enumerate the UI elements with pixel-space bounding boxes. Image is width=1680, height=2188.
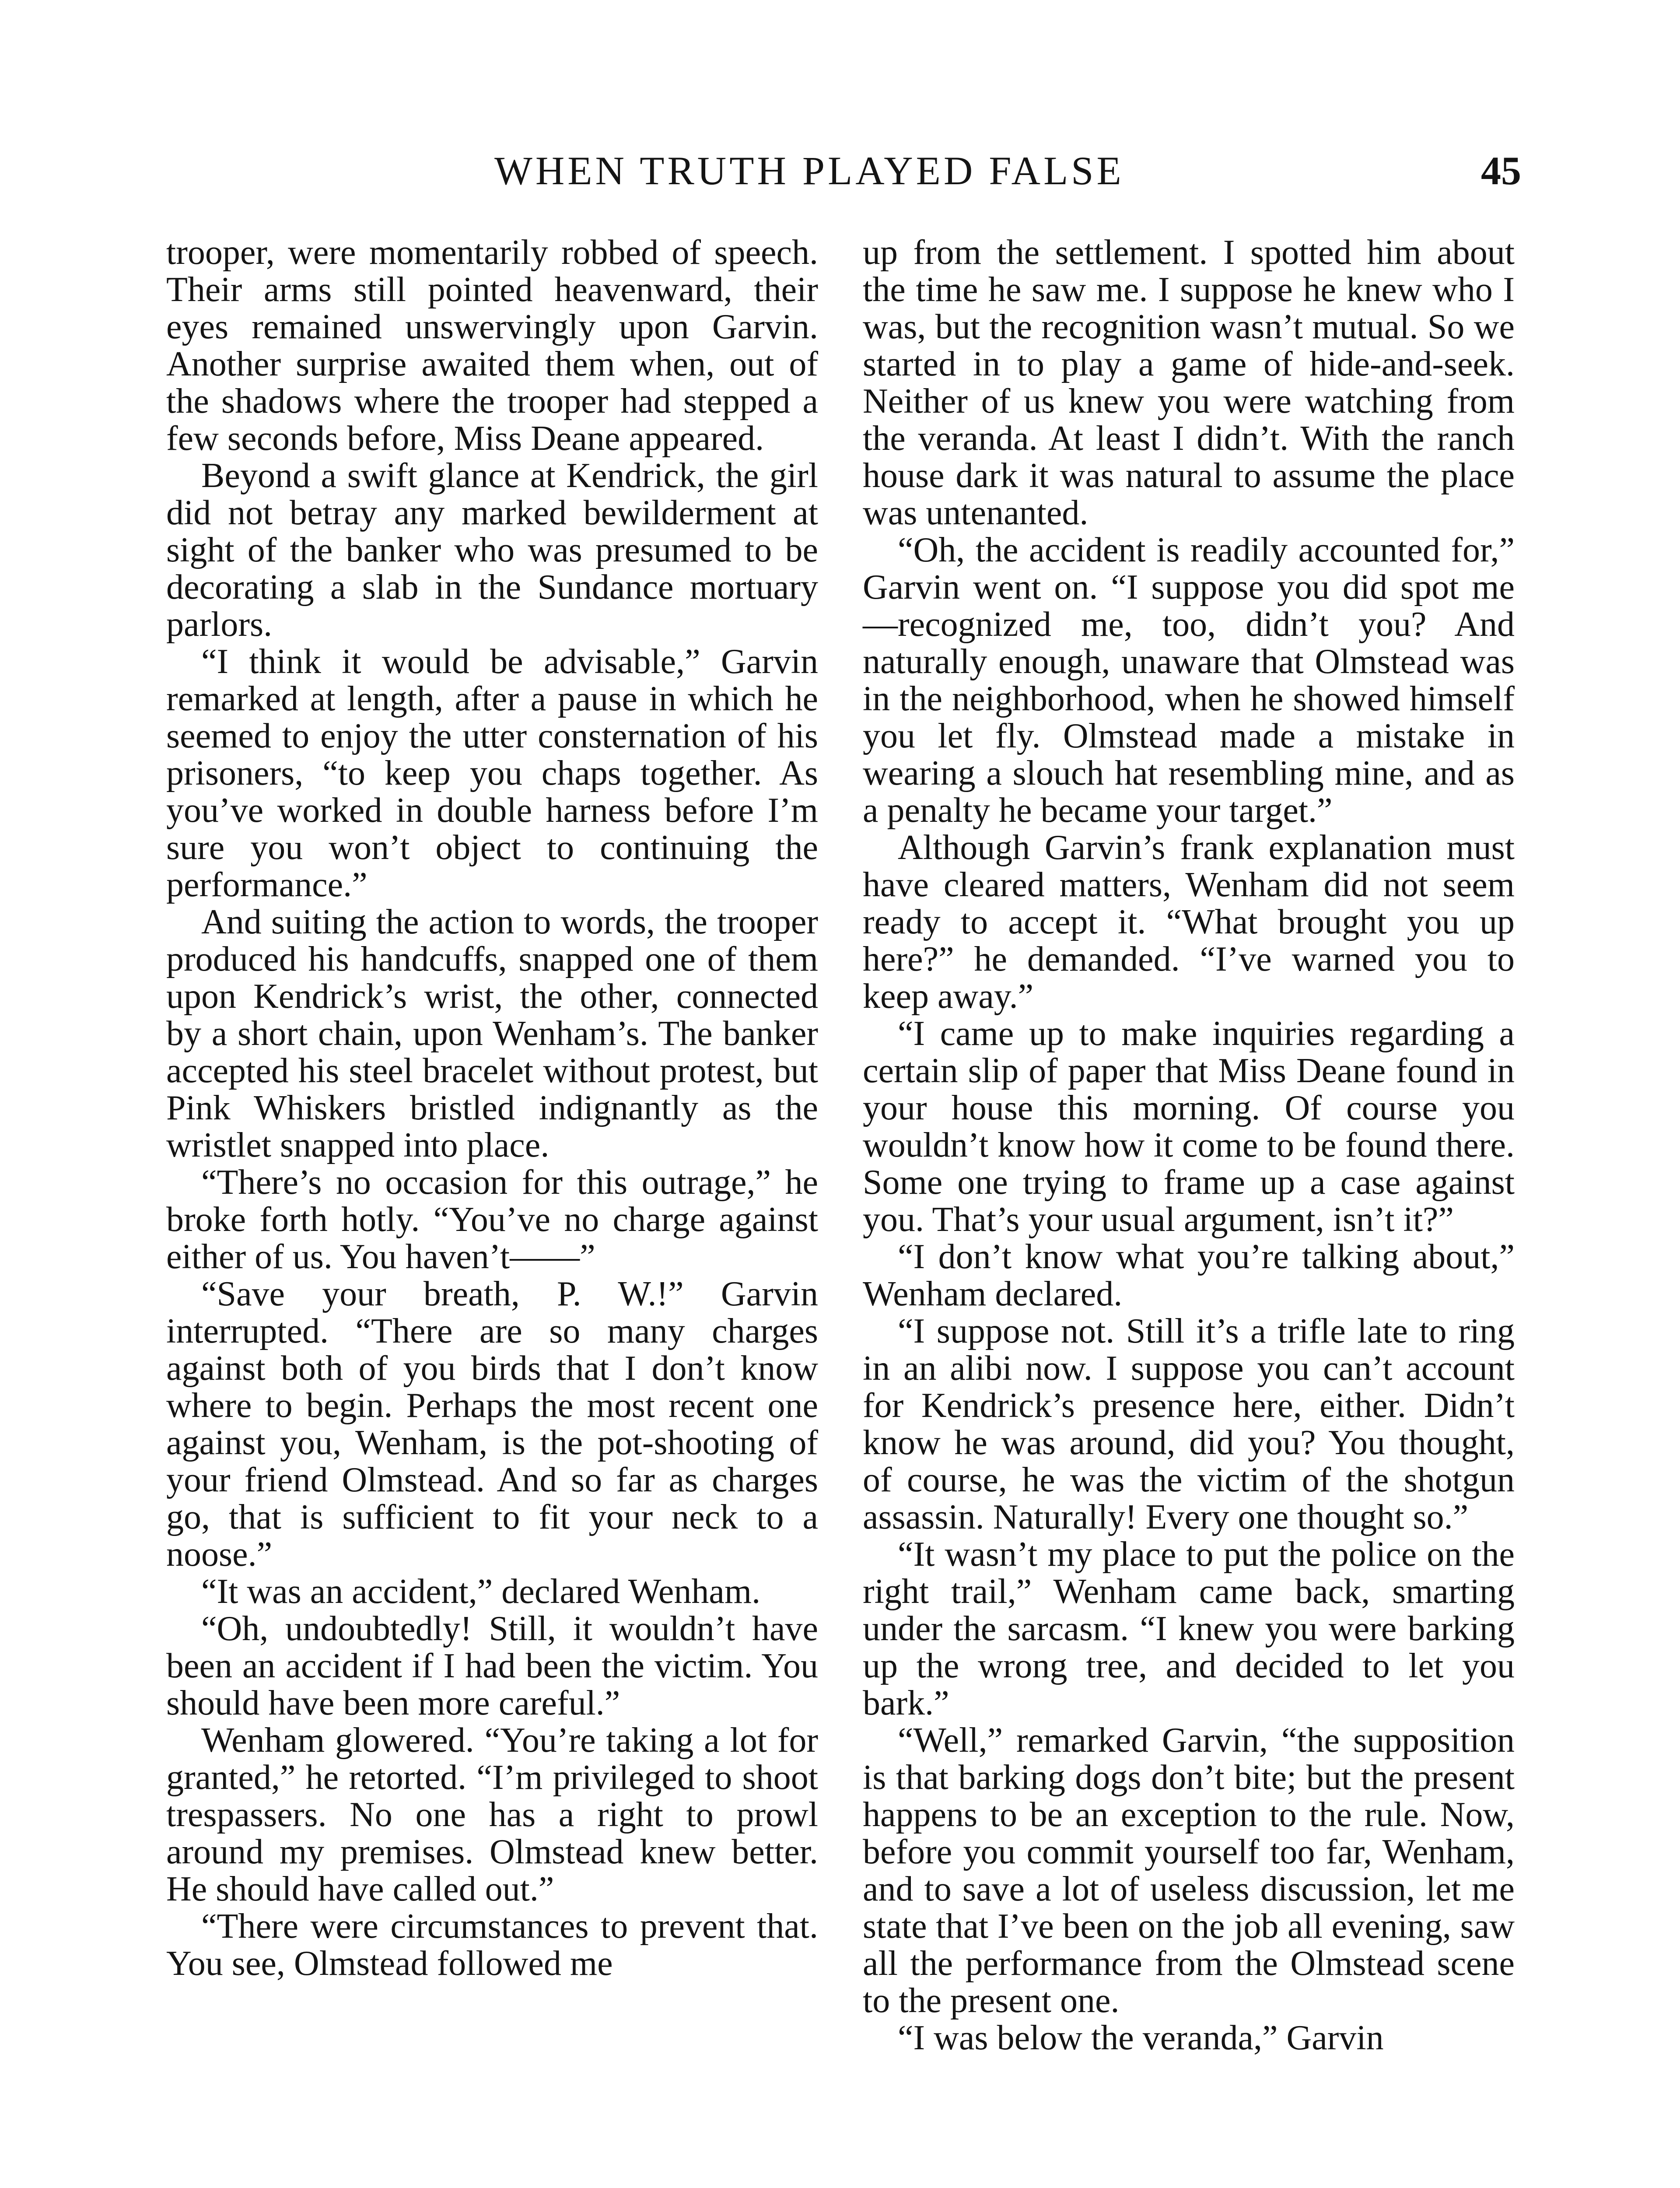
- paragraph: And suiting the action to words, the trooper produced his handcuffs, snapped one of them upon Kendrick’s wrist, the other, connected by a short chain, upon Wenham’s. The banker accepted his steel bracelet without protest, but Pink Whiskers bristled indignantly as the wristlet snapped into place.: [166, 903, 818, 1164]
- paragraph: “Save your breath, P. W.!” Garvin interrupted. “There are so many charges against both of you birds that I don’t know where to begin. Perhaps the most recent one against you, Wenham, is the pot-shooting of your friend Olmstead. And so far as charges go, that is sufficient to fit your neck to a noose.”: [166, 1275, 818, 1574]
- paragraph: Wenham glowered. “You’re taking a lot for granted,” he retorted. “I’m privileged to shoot trespassers. No one has a right to prowl around my premises. Olmstead knew better. He should have called out.”: [166, 1721, 818, 1908]
- paragraph: “I came up to make inquiries regarding a certain slip of paper that Miss Deane found in your house this morning. Of course you wouldn’t know how it come to be found there. Some one trying to frame up a case against you. That’s your usual argument, isn’t it?”: [863, 1014, 1515, 1239]
- paragraph: up from the settlement. I spotted him about the time he saw me. I suppose he knew who I was, but the recognition wasn’t mutual. So we started in to play a game of hide-and-seek. Neither of us knew you were watching from the veranda. At least I didn’t. With the ranch house dark it was natural to assume the place was untenanted.: [863, 233, 1515, 532]
- right-column: [863, 234, 1515, 2057]
- paragraph: “There were circumstances to prevent that. You see, Olmstead followed me: [166, 1907, 818, 1983]
- left-column: [166, 234, 818, 1982]
- page-number: 45: [1481, 148, 1521, 193]
- paragraph: “It wasn’t my place to put the police on the right trail,” Wenham came back, smarting under the sarcasm. “I knew you were barking up the wrong tree, and decided to let you bark.”: [863, 1535, 1515, 1722]
- paragraph: “Well,” remarked Garvin, “the supposition is that barking dogs don’t bite; but the present happens to be an exception to the rule. Now, before you commit yourself too far, Wenham, and to save a lot of useless discussion, let me state that I’ve been on the job all evening, saw all the performance from the Olmstead scene to the present one.: [863, 1721, 1515, 2020]
- paragraph: “I suppose not. Still it’s a trifle late to ring in an alibi now. I suppose you can’t account for Kendrick’s presence here, either. Didn’t know he was around, did you? You thought, of course, he was the victim of the shotgun assassin. Naturally! Every one thought so.”: [863, 1312, 1515, 1536]
- paragraph: “I don’t know what you’re talking about,” Wenham declared.: [863, 1238, 1515, 1313]
- running-title: WHEN TRUTH PLAYED FALSE: [494, 148, 1124, 193]
- paragraph: Beyond a swift glance at Kendrick, the girl did not betray any marked bewilderment at sight of the banker who was presumed to be decorating a slab in the Sundance mortuary parlors.: [166, 456, 818, 644]
- paragraph: “There’s no occasion for this outrage,” he broke forth hotly. “You’ve no charge against either of us. You haven’t——”: [166, 1163, 818, 1276]
- paragraph: “It was an accident,” declared Wenham.: [201, 1572, 761, 1611]
- paragraph: Although Garvin’s frank explanation must have cleared matters, Wenham did not seem ready to accept it. “What brought you up here?” he demanded. “I’ve warned you to keep away.”: [863, 828, 1515, 1016]
- paragraph: “I think it would be advisable,” Garvin remarked at length, after a pause in which he seemed to enjoy the utter consternation of his prisoners, “to keep you chaps together. As you’ve worked in double harness before I’m sure you won’t object to continuing the performance.”: [166, 642, 818, 904]
- paragraph: “I was below the veranda,” Garvin: [898, 2019, 1384, 2057]
- paragraph: “Oh, undoubtedly! Still, it wouldn’t have been an accident if I had been the victim. You should have been more careful.”: [166, 1609, 818, 1722]
- paragraph: trooper, were momentarily robbed of speech. Their arms still pointed heavenward, their eyes remained unswervingly upon Garvin. Another surprise awaited them when, out of the shadows where the trooper had stepped a few seconds before, Miss Deane appeared.: [166, 233, 818, 458]
- paragraph: “Oh, the accident is readily accounted for,” Garvin went on. “I suppose you did spot me—recognized me, too, didn’t you? And naturally enough, unaware that Olmstead was in the neighborhood, when he showed himself you let fly. Olmstead made a mistake in wearing a slouch hat resembling mine, and as a penalty he became your target.”: [863, 531, 1515, 830]
- page-header: [0, 144, 1680, 197]
